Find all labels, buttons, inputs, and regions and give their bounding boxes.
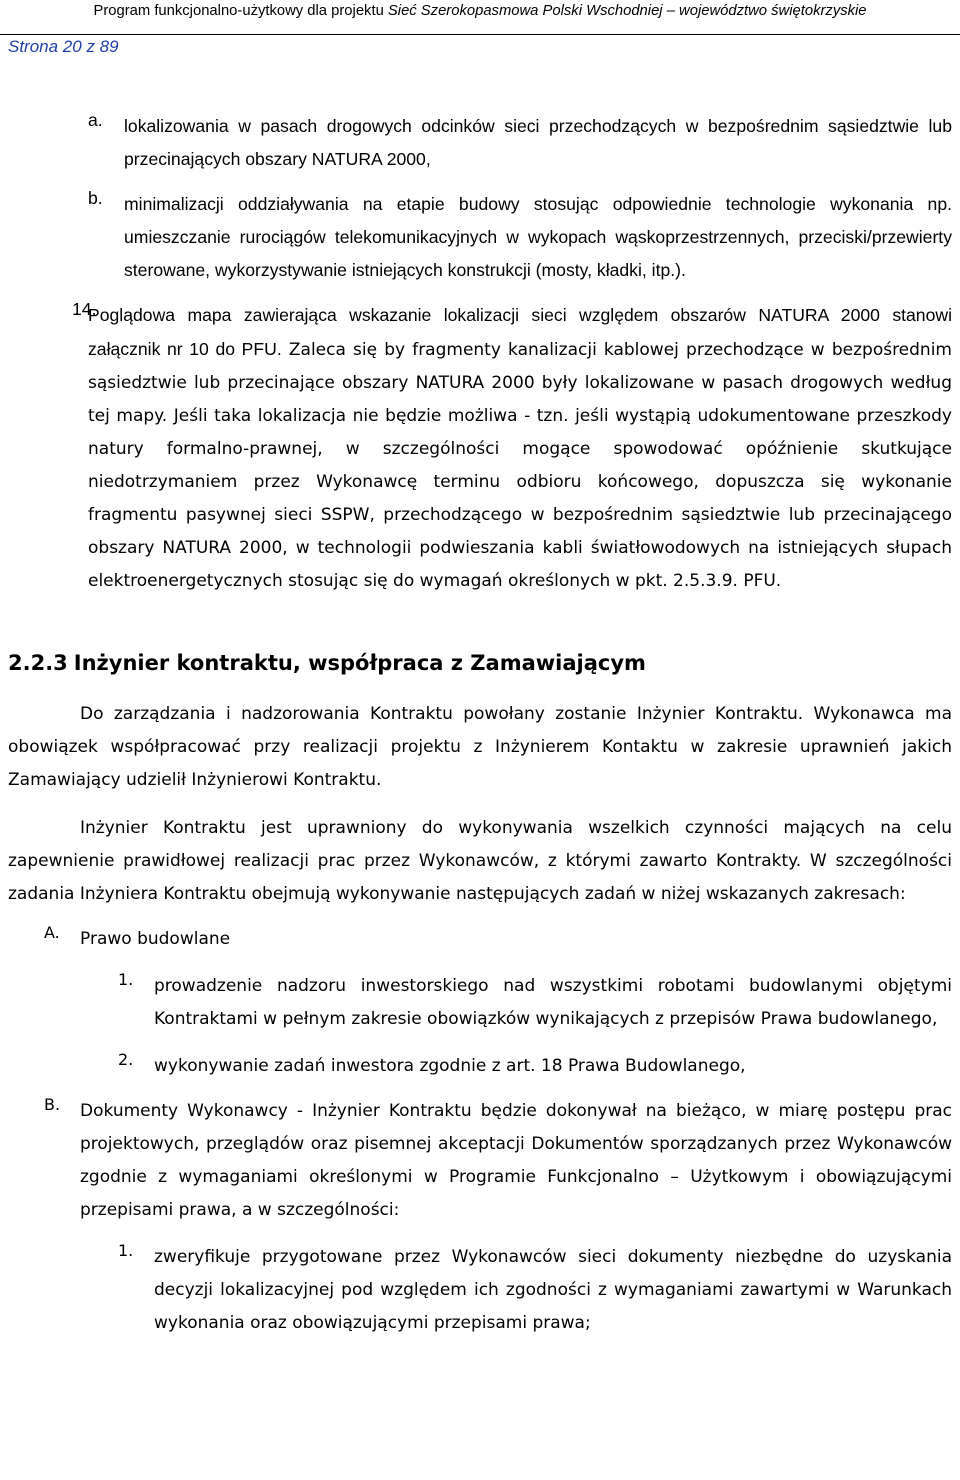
list-marker: B. [44,1095,61,1114]
list-marker: 2. [118,1050,134,1069]
list-marker: a. [88,110,103,130]
page-number: Strona 20 z 89 [8,37,119,56]
section-paragraph-1: Do zarządzania i nadzorowania Kontraktu powołany zostanie Inżynier Kontraktu. Wykonawca ma obowiązek współpracować przy realizacji projektu z Inżynierem Kontaktu w zakresie uprawnień jakich Zamawiający udzielił Inżynierowi Kontraktu. [8,704,952,790]
item-14-marker: 14. [72,299,97,319]
list-item-text: Dokumenty Wykonawcy - Inżynier Kontraktu będzie dokonywał na bieżąco, w miarę postępu prac projektowych, przeglądów oraz pisemnej akceptacji Dokumentów sporządzanych przez Wykonawców zgodnie z wymaganiami określonymi w Programie Funkcjonalno – Użytkowym i obowiązującymi przepisami prawa, a w szczególności: [80,1101,952,1220]
header-project-label: Program funkcjonalno-użytkowy dla projektu [93,3,388,19]
section-heading [8,648,952,678]
list-item-text: zweryfikuje przygotowane przez Wykonawców sieci dokumenty niezbędne do uzyskania decyzji lokalizacyjnej pod względem ich zgodności z wymaganiami zawartymi w Warunkach wykonania oraz obowiązującymi przepisami prawa; [154,1247,952,1333]
section-number: 2.2.3 [8,651,68,675]
list-item-b [88,188,952,287]
list-marker: b. [88,188,103,208]
header-text [8,3,952,19]
document-body [8,110,952,1340]
section-title: Inżynier kontraktu, współpraca z Zamawiającym [73,651,646,675]
list-subitem-A2 [118,1050,952,1083]
list-marker: 1. [118,1241,134,1260]
list-item-text: lokalizowania w pasach drogowych odcinków sieci przechodzących w bezpośrednim sąsiedztwie lub przecinających obszary NATURA 2000, [124,116,952,169]
item-14-text-part1: Poglądowa mapa zawierająca wskazanie lokalizacji sieci względem obszarów NATURA 2000 stanowi załącznik nr 10 do PFU. [88,305,952,359]
item-14 [72,299,952,598]
list-item-text: Prawo budowlane [80,929,231,949]
section-paragraph-2: Inżynier Kontraktu jest uprawniony do wykonywania wszelkich czynności mających na celu zapewnienie prawidłowej realizacji prac przez Wykonawców, z którymi zawarto Kontrakty. W szczególności zadania Inżyniera Kontraktu obejmują wykonywanie następujących zadań w niżej wskazanych zakresach: [8,818,952,904]
list-item-a [88,110,952,176]
list-item-text: prowadzenie nadzoru inwestorskiego nad wszystkimi robotami budowlanymi objętymi Kontraktami w pełnym zakresie obowiązków wynikających z przepisów Prawa budowlanego, [154,976,952,1029]
item-14-text [88,299,952,598]
page-header [0,0,960,35]
list-subitem-A1 [118,970,952,1036]
list-marker: A. [44,923,60,942]
list-item-B [44,1095,952,1227]
list-item-A [44,923,952,956]
item-14-text-part2: Zaleca się by fragmenty kanalizacji kablowej przechodzące w bezpośrednim sąsiedztwie lub przecinające obszary NATURA 2000 były lokalizowane w pasach drogowych według tej mapy. Jeśli taka lokalizacja nie będzie możliwa - tzn. jeśli wystąpią udokumentowane przeszkody natury formalno-prawnej, w szczególności mogące spowodować opóźnienie skutkujące niedotrzymaniem przez Wykonawcę terminu odbioru końcowego, dopuszcza się wykonanie fragmentu pasywnej sieci SSPW, przechodzącego w bezpośrednim sąsiedztwie lub przecinającego obszary NATURA 2000, w technologii podwieszania kabli światłowodowych na istniejących słupach elektroenergetycznych stosując się do wymagań określonych w pkt. 2.5.3.9. PFU. [88,340,952,591]
list-item-text: wykonywanie zadań inwestora zgodnie z art. 18 Prawa Budowlanego, [154,1056,746,1076]
list-item-text: minimalizacji oddziaływania na etapie budowy stosując odpowiednie technologie wykonania np. umieszczanie rurociągów telekomunikacyjnych w wykopach wąskoprzestrzennych, przeciski/przewierty sterowane, wykorzystywanie istniejących konstrukcji (mosty, kładki, itp.). [124,194,952,280]
list-marker: 1. [118,970,134,989]
list-subitem-B1 [118,1241,952,1340]
header-project-name: Sieć Szerokopasmowa Polski Wschodniej – województwo świętokrzyskie [387,3,867,19]
